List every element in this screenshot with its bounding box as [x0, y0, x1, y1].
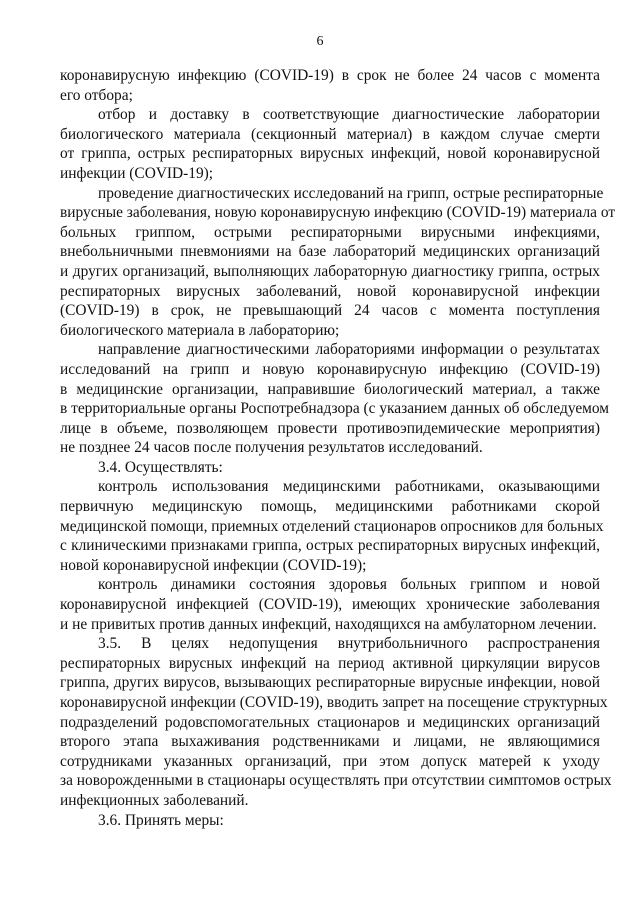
text-line: коронавирусную инфекцию (COVID-19) в срок не более 24 часов с момента [60, 67, 600, 84]
text-line: контроль динамики состояния здоровья больных гриппом и новой [98, 576, 600, 594]
text-line: второго этапа выхаживания родственниками и лицами, не являющимися [60, 733, 600, 751]
text-line: больных гриппом, острыми респираторными вирусными инфекциями, [60, 223, 600, 241]
text-line: биологического материала в лабораторию; [60, 321, 340, 339]
text-line: в территориальные органы Роспотребнадзора (с указанием данных об обследуемом [60, 400, 610, 418]
text-line: направление диагностическими лабораториями информации о результатах [98, 341, 600, 359]
paragraph [60, 811, 600, 831]
text-line: подразделений родовспомогательных стационаров и медицинских организаций [60, 713, 600, 731]
text-line: инфекционных заболеваний. [60, 791, 249, 809]
text-line: биологического материала (секционный материал) в каждом случае смерти [60, 125, 600, 143]
text-line: коронавирусной инфекцией (COVID-19), имеющих хронические заболевания [60, 596, 600, 614]
text-line: и не привитых против данных инфекций, находящихся на амбулаторном лечении. [60, 615, 597, 633]
text-line: сотрудниками указанных организаций, при этом допуск матерей к уходу [60, 752, 600, 770]
text-line: респираторных вирусных инфекций на период активной циркуляции вирусов [60, 654, 600, 672]
paragraph [60, 458, 600, 478]
paragraph [60, 575, 600, 634]
text-line: инфекции (COVID-19); [60, 164, 214, 182]
text-line: и других организаций, выполняющих лабораторную диагностику гриппа, острых [60, 262, 600, 280]
page-number: 6 [316, 34, 324, 49]
text-line: (COVID-19) в срок, не превышающий 24 часов с момента поступления [60, 302, 600, 320]
text-line: в медицинские организации, направившие биологический материал, а также [60, 380, 600, 398]
text-line: медицинской помощи, приемных отделений стационаров опросников для больных [60, 517, 604, 535]
text-line: не позднее 24 часов после получения результатов исследований. [60, 439, 483, 457]
text-line: лице в объеме, позволяющем провести противоэпидемические мероприятия) [60, 419, 600, 437]
text-line: контроль использования медицинскими работниками, оказывающими [98, 478, 600, 496]
paragraph [60, 634, 612, 810]
text-line: внебольничными пневмониями на базе лабораторий медицинских организаций [60, 243, 600, 261]
text-line: вирусные заболевания, новую коронавирусную инфекцию (COVID-19) материала от [60, 204, 616, 222]
paragraph [60, 66, 600, 105]
text-line: исследований на грипп и новую коронавирусную инфекцию (COVID-19) [60, 360, 600, 378]
text-line: с клиническими признаками гриппа, острых респираторных вирусных инфекций, [60, 537, 600, 555]
text-line: проведение диагностических исследований на грипп, острые респираторные [98, 184, 604, 202]
text-line: гриппа, других вирусов, вызывающих респираторные вирусные инфекции, новой [60, 674, 600, 692]
paragraph [60, 105, 600, 183]
text-line: первичную медицинскую помощь, медицинскими работниками скорой [60, 498, 600, 516]
text-line: от гриппа, острых респираторных вирусных инфекций, новой коронавирусной [60, 145, 600, 163]
text-line: 3.4. Осуществлять: [98, 458, 223, 476]
text-line: 3.5. В целях недопущения внутрибольничного распространения [98, 635, 600, 653]
paragraph [60, 340, 610, 458]
paragraph [60, 184, 616, 341]
text-line: его отбора; [60, 86, 133, 104]
document-body [60, 66, 616, 830]
text-line: коронавирусной инфекции (COVID-19), вводить запрет на посещение структурных [60, 694, 608, 711]
text-line: 3.6. Принять меры: [98, 811, 224, 829]
text-line: новой коронавирусной инфекции (COVID-19); [60, 556, 367, 574]
text-line: за новорожденными в стационары осуществлять при отсутствии симптомов острых [60, 772, 612, 790]
paragraph [60, 477, 604, 575]
text-line: отбор и доставку в соответствующие диагностические лаборатории [98, 106, 600, 124]
text-line: респираторных вирусных заболеваний, новой коронавирусной инфекции [60, 282, 600, 300]
